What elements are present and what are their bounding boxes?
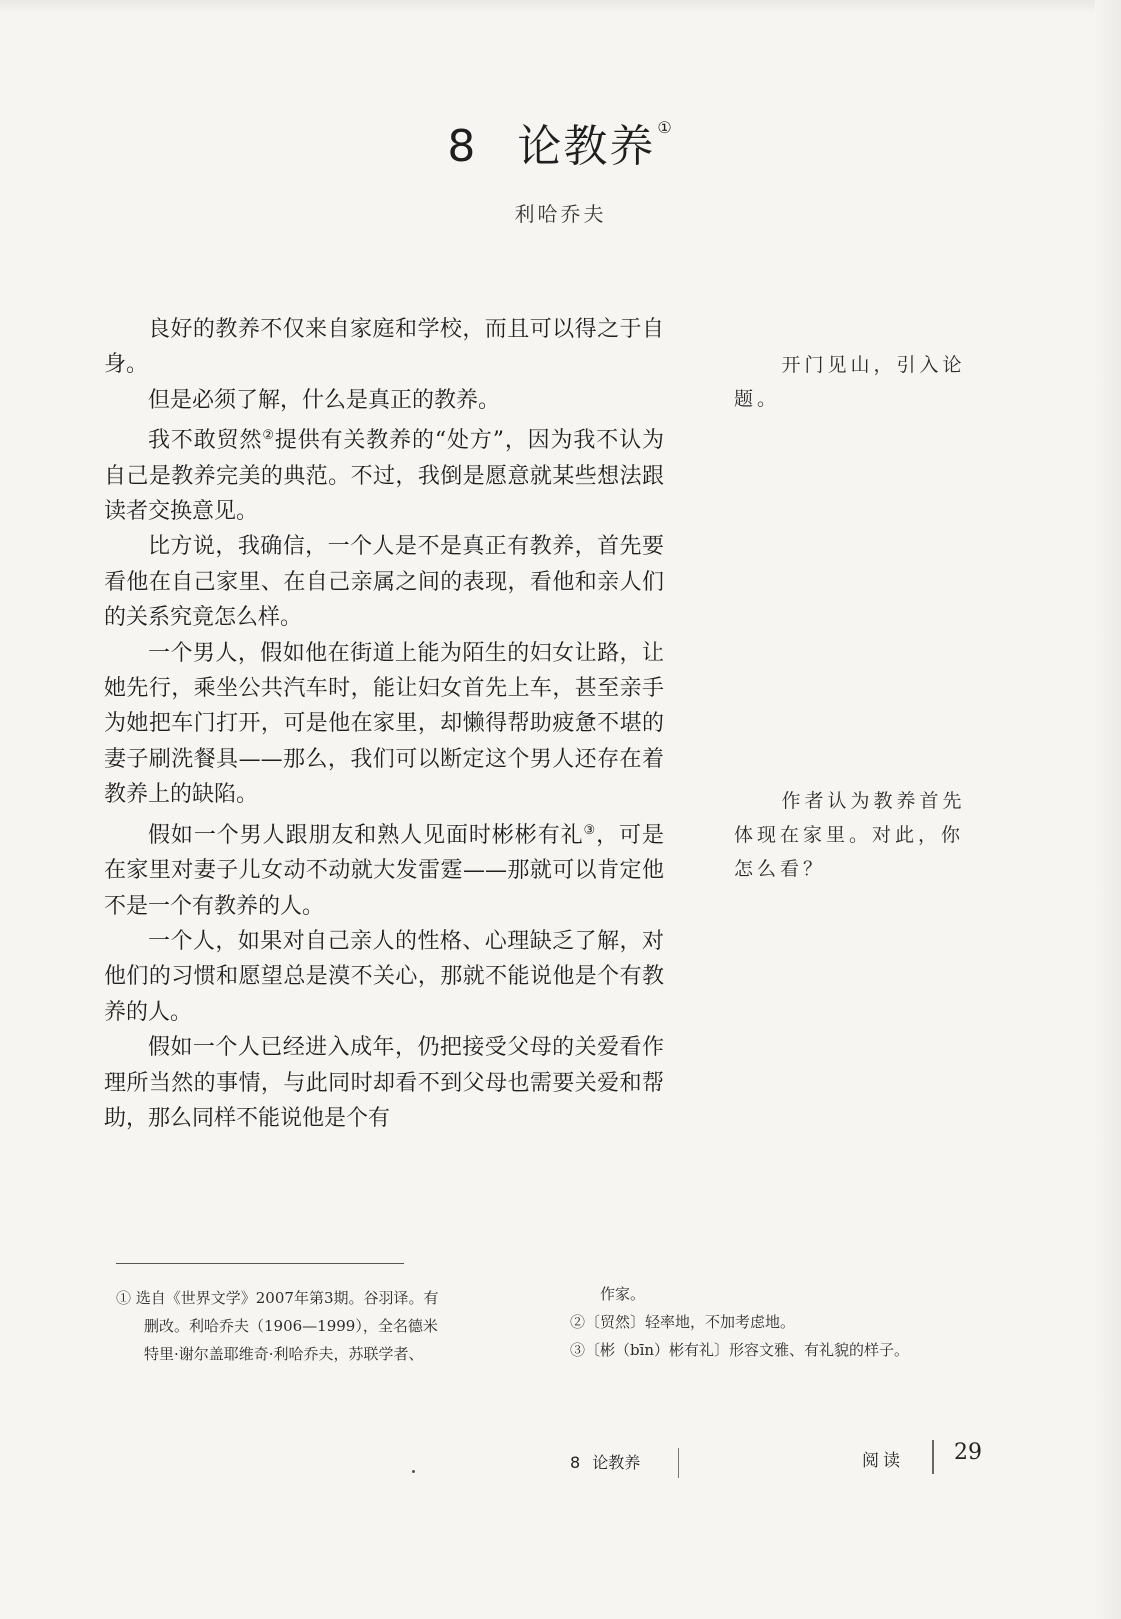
chapter-number: 8 [447, 121, 478, 172]
footnote-ref-3: ③ [583, 822, 597, 838]
footnote-1 [116, 1284, 534, 1368]
footnote-1-line-2: 删改。利哈乔夫（1906—1999），全名德米 [144, 1317, 438, 1335]
footer-chapter-title: 论教养 [592, 1453, 641, 1472]
footnote-2: ②〔贸然〕轻率地，不加考虑地。 [570, 1313, 796, 1331]
margin-note-1 [734, 348, 974, 416]
chapter-title [0, 110, 1121, 174]
footnote-divider [116, 1263, 404, 1264]
footer-divider-2 [932, 1440, 934, 1474]
running-footer-chapter [570, 1450, 640, 1473]
footnote-1-line-4: 作家。 [600, 1285, 646, 1303]
footnotes-right-column [570, 1280, 1000, 1364]
paragraph-4: 比方说，我确信，一个人是不是真正有教养，首先要看他在自己家里、在自己亲属之间的表现，看他和亲人们的关系究竟怎么样。 [104, 534, 664, 631]
footer-section-label: 阅读 [862, 1451, 904, 1471]
paragraph-5: 一个男人，假如他在街道上能为陌生的妇女让路，让她先行，乘坐公共汽车时，能让妇女首先上车，甚至亲手为她把车门打开，可是他在家里，却懒得帮助疲惫不堪的妻子刷洗餐具——那么，我们可以断定这个男人还存在着教养上的缺陷。 [104, 640, 664, 808]
paragraph-1: 良好的教养不仅来自家庭和学校，而且可以得之于自身。 [104, 317, 664, 378]
paragraph-2: 但是必须了解，什么是真正的教养。 [148, 387, 501, 413]
title-footnote-mark: ① [657, 118, 674, 137]
page-top-shadow [0, 0, 1121, 14]
paragraph-8: 假如一个人已经进入成年，仍把接受父母的关爱看作理所当然的事情，与此同时却看不到父母也需要关爱和帮助，那么同样不能说他是个有 [104, 1035, 664, 1131]
paragraph-6-part-b: ，可是在家里对妻子儿女动不动就大发雷霆——那就可以肯定他不是一个有教养的人。 [104, 822, 664, 919]
author-name: 利哈乔夫 [514, 202, 607, 226]
scan-speck [412, 1470, 415, 1473]
paragraph-7: 一个人，如果对自己亲人的性格、心理缺乏了解，对他们的习惯和愿望总是漠不关心，那就不能说他是个有教养的人。 [104, 928, 664, 1025]
paragraph-6-part-a: 假如一个男人跟朋友和熟人见面时彬彬有礼 [148, 822, 584, 848]
main-text [104, 312, 664, 1136]
margin-note-1-text: 开门见山，引入论题。 [734, 354, 966, 410]
footer-divider-1 [678, 1448, 679, 1478]
margin-note-2-text: 作者认为教养首先体现在家里。对此，你怎么看？ [734, 790, 966, 880]
footnote-3: ③〔彬（bīn）彬有礼〕形容文雅、有礼貌的样子。 [570, 1341, 910, 1359]
footnote-1-line-3: 特里·谢尔盖耶维奇·利哈乔夫，苏联学者、 [144, 1345, 424, 1363]
page-right-shadow [1095, 0, 1121, 1619]
chapter-title-text: 论教养 [517, 121, 656, 172]
footnote-ref-2: ② [262, 428, 275, 444]
paragraph-3-part-a: 我不敢贸然 [148, 428, 263, 454]
page-number: 29 [954, 1440, 982, 1465]
paragraph-3-part-b: 提供有关教养的“处方”，因为我不认为自己是教养完美的典范。不过，我倒是愿意就某些想法跟读者交换意见。 [104, 428, 664, 525]
paragraph-6 [104, 813, 664, 924]
footnote-1-line-1: ① 选自《世界文学》2007年第3期。谷羽译。有 [116, 1289, 439, 1307]
paragraph-3 [104, 418, 664, 529]
footer-chapter-number: 8 [570, 1453, 581, 1472]
margin-note-2 [734, 784, 974, 886]
